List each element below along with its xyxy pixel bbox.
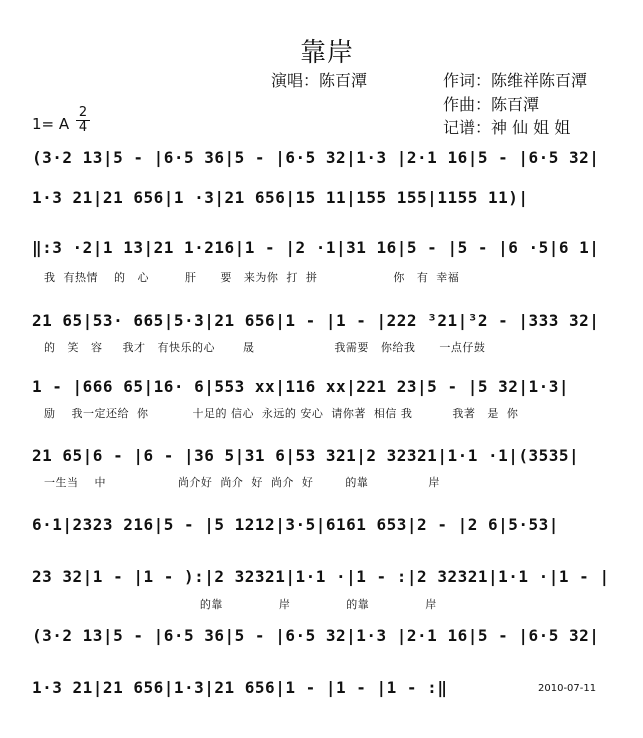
key-signature: 1= A [32,115,70,133]
time-signature-top: 2 [78,105,88,120]
notation-row: 1 - |666 65|16· 6|553 xx|116 xx|221 23|5 - |5 32|1·3| [32,377,570,396]
notation-row: (3·2 13|5 - |6·5 36|5 - |6·5 32|1·3 |2·1 16|5 - |6·5 32| [32,626,600,645]
composer-credit: 作曲：陈百潭 [443,95,540,114]
lyric-row: 的 笑 容 我才 有快乐的心 晟 我需要 你给我 一点仔鼓 [44,341,486,354]
notation-row: 21 65|6 - |6 - |36 5|31 6|53 321|2 32321|1·1 ·1|(3535| [32,446,580,465]
lyric-row: 励 我一定还给 你 十足的 信心 永远的 安心 请你著 相信 我 我著 是 你 [44,407,519,420]
notation-row: (3·2 13|5 - |6·5 36|5 - |6·5 32|1·3 |2·1 16|5 - |6·5 32| [32,148,600,167]
lyric-row: 我 有热情 的 心 肝 要 来为你 打 拼 你 有 幸福 [44,271,460,284]
notation-row: 1·3 21|21 656|1 ·3|21 656|15 11|155 155|1155 11)| [32,188,529,207]
singer-credit: 演唱：陈百潭 [271,71,368,90]
lyric-row: 一生当 中 尚介好 尚介 好 尚介 好 的靠 岸 [44,476,440,489]
lyric-row: 的靠 岸 的靠 岸 [44,598,437,611]
notation-row: 6·1|2323 216|5 - |5 1212|3·5|6161 653|2 - |2 6|5·53| [32,515,559,534]
notation-row: ‖:3 ·2|1 13|21 1·216|1 - |2 ·1|31 16|5 - |5 - |6 ·5|6 1| [32,238,600,257]
lyricist-credit: 作词：陈维祥陈百潭 [443,71,588,90]
transcriber-credit: 记谱：神 仙 姐 姐 [443,118,571,137]
notation-row: 23 32|1 - |1 - ):|2 32321|1·1 ·|1 - :|2 32321|1·1 ·|1 - | [32,567,610,586]
song-title: 靠岸 [300,38,355,68]
transcription-date: 2010-07-11 [538,683,597,694]
notation-row: 21 65|53· 665|5·3|21 656|1 - |1 - |222 ³21|³2 - |333 32| [32,311,600,330]
time-signature-bottom: 4 [78,120,88,135]
notation-row: 1·3 21|21 656|1·3|21 656|1 - |1 - |1 - :‖ [32,678,448,697]
time-signature [76,107,90,134]
